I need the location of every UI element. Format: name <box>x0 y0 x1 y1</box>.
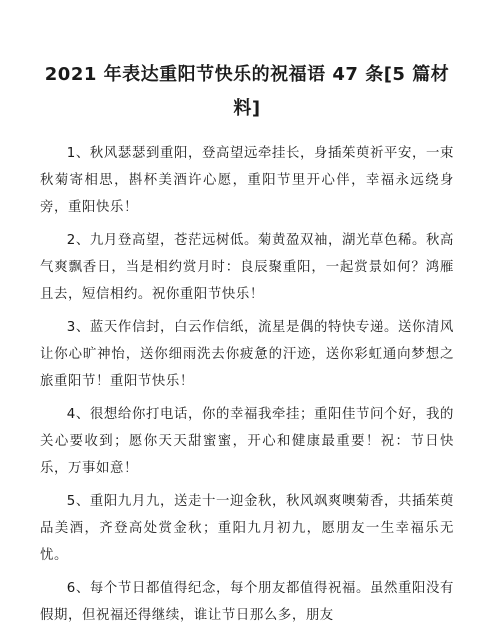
paragraph-5: 5、重阳九月九，送走十一迎金秋，秋风飒爽噢菊香，共插茱萸品美酒，齐登高处赏金秋；重阳九月初九，愿朋友一生幸福乐无忧。 <box>40 494 454 563</box>
paragraph-2: 2、九月登高望，苍茫远树低。菊黄盈双袖，湖光草色稀。秋高气爽飘香日，当是相约赏月时：良辰聚重阳，一起赏景如何？鸿雁且去，短信相约。祝你重阳节快乐！ <box>40 233 454 302</box>
paragraph-6: 6、每个节日都值得纪念，每个朋友都值得祝福。虽然重阳没有假期，但祝福还得继续，谁让节日那么多，朋友 <box>40 581 454 623</box>
paragraph-4: 4、很想给你打电话，你的幸福我牵挂；重阳佳节问个好，我的关心要收到；愿你天天甜蜜蜜，开心和健康最重要！祝：节日快乐，万事如意！ <box>40 407 454 476</box>
document-title: 2021 年表达重阳节快乐的祝福语 47 条[5 篇材料] <box>44 64 450 119</box>
paragraph-1: 1、秋风瑟瑟到重阳，登高望远牵挂长，身插茱萸祈平安，一束秋菊寄相思，斟杯美酒许心愿，重阳节里开心伴，幸福永远绕身旁，重阳快乐！ <box>40 146 454 215</box>
paragraph-3: 3、蓝天作信封，白云作信纸，流星是偶的特快专递。送你清风让你心旷神怡，送你细雨洗去你疲惫的汗迹，送你彩虹通向梦想之旅重阳节！重阳节快乐！ <box>40 320 454 389</box>
